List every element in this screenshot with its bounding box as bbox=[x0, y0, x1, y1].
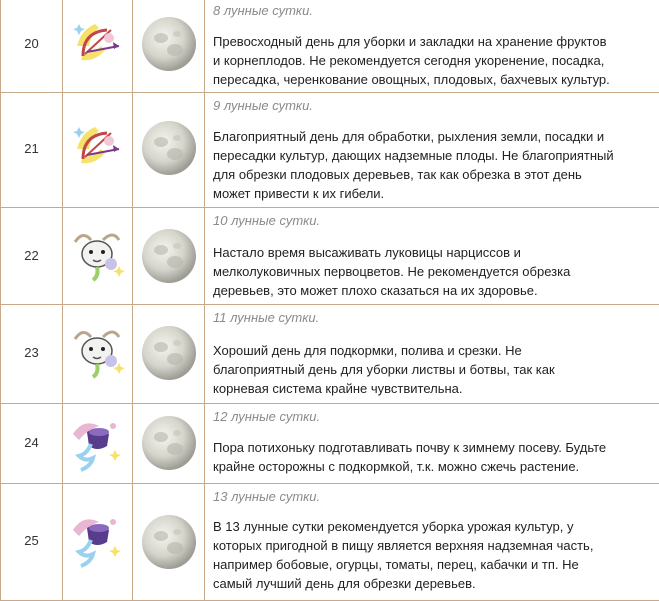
column-divider bbox=[62, 404, 63, 483]
full-moon-icon bbox=[141, 16, 197, 72]
column-divider bbox=[62, 0, 63, 92]
lunar-day-label: 12 лунные сутки. bbox=[213, 409, 321, 424]
description-line: пересадка, черенкование овощных, плодовых, бахчевых культур. bbox=[213, 72, 610, 87]
capricorn-goat-icon bbox=[69, 323, 127, 381]
aquarius-water-jug-icon bbox=[69, 510, 127, 568]
full-moon-icon bbox=[141, 228, 197, 284]
column-divider bbox=[204, 484, 205, 600]
column-divider bbox=[132, 208, 133, 304]
description-line: и корнеплодов. Не рекомендуется сегодня укоренение, посадка, bbox=[213, 53, 605, 68]
day-description bbox=[213, 127, 655, 203]
aquarius-water-jug-icon bbox=[69, 414, 127, 472]
description-line: благоприятный день для уборки листвы и ботвы, так как bbox=[213, 362, 555, 377]
column-divider bbox=[132, 305, 133, 403]
table-row bbox=[0, 0, 659, 93]
day-description bbox=[213, 438, 655, 476]
description-line: которых пригодной в пищу является верхняя надземная часть, bbox=[213, 538, 594, 553]
full-moon-icon bbox=[141, 325, 197, 381]
lunar-day-label: 11 лунные сутки. bbox=[213, 310, 320, 325]
day-description bbox=[213, 32, 655, 89]
sagittarius-archer-bow-icon bbox=[69, 119, 127, 177]
lunar-day-label: 13 лунные сутки. bbox=[213, 489, 321, 504]
description-line: Пора потихоньку подготавливать почву к зимнему посеву. Будьте bbox=[213, 440, 607, 455]
description-line: корневая система крайне чувствительна. bbox=[213, 381, 463, 396]
column-divider bbox=[204, 93, 205, 207]
sagittarius-archer-bow-icon bbox=[69, 16, 127, 74]
full-moon-icon bbox=[141, 120, 197, 176]
full-moon-icon bbox=[141, 514, 197, 570]
column-divider bbox=[204, 404, 205, 483]
table-row bbox=[0, 484, 659, 601]
column-divider bbox=[62, 305, 63, 403]
day-description bbox=[213, 517, 655, 593]
column-divider bbox=[62, 484, 63, 600]
description-line: деревьев, это может плохо сказаться на их здоровье. bbox=[213, 283, 538, 298]
description-line: крайне осторожны с подкормкой, т.к. можно сжечь растение. bbox=[213, 459, 580, 474]
full-moon-icon bbox=[141, 415, 197, 471]
table-row bbox=[0, 305, 659, 404]
column-divider bbox=[204, 305, 205, 403]
column-divider bbox=[62, 93, 63, 207]
day-description bbox=[213, 341, 655, 398]
lunar-day-label: 10 лунные сутки. bbox=[213, 213, 321, 228]
column-divider bbox=[132, 404, 133, 483]
column-divider bbox=[132, 484, 133, 600]
table-row bbox=[0, 404, 659, 484]
description-line: В 13 лунные сутки рекомендуется уборка урожая культур, у bbox=[213, 519, 574, 534]
description-line: для обрезки плодовых деревьев, так как обрезка в этот день bbox=[213, 167, 582, 182]
description-line: Хороший день для подкормки, полива и срезки. Не bbox=[213, 343, 522, 358]
column-divider bbox=[62, 208, 63, 304]
description-line: например бобовые, огурцы, томаты, перец, кабачки и тп. Не bbox=[213, 557, 579, 572]
table-row bbox=[0, 208, 659, 305]
day-description bbox=[213, 243, 655, 300]
description-line: Настало время высаживать луковицы нарциссов и bbox=[213, 245, 521, 260]
day-number: 23 bbox=[24, 345, 39, 360]
description-line: Превосходный день для уборки и закладки на хранение фруктов bbox=[213, 34, 607, 49]
column-divider bbox=[204, 208, 205, 304]
day-number: 20 bbox=[24, 36, 39, 51]
lunar-day-label: 8 лунные сутки. bbox=[213, 3, 313, 18]
description-line: Благоприятный день для обработки, рыхления земли, посадки и bbox=[213, 129, 605, 144]
day-number: 24 bbox=[24, 435, 39, 450]
description-line: самый лучший день для обрезки деревьев. bbox=[213, 576, 476, 591]
description-line: может привести к их гибели. bbox=[213, 186, 385, 201]
lunar-day-label: 9 лунные сутки. bbox=[213, 98, 313, 113]
day-number: 25 bbox=[24, 533, 39, 548]
column-divider bbox=[132, 0, 133, 92]
day-number: 21 bbox=[24, 141, 39, 156]
day-number: 22 bbox=[24, 248, 39, 263]
table-row bbox=[0, 93, 659, 208]
column-divider bbox=[204, 0, 205, 92]
capricorn-goat-icon bbox=[69, 226, 127, 284]
column-divider bbox=[132, 93, 133, 207]
description-line: мелколуковичных первоцветов. Не рекомендуется обрезка bbox=[213, 264, 571, 279]
description-line: пересадки культур, дающих надземные плоды. Не благоприятный bbox=[213, 148, 614, 163]
